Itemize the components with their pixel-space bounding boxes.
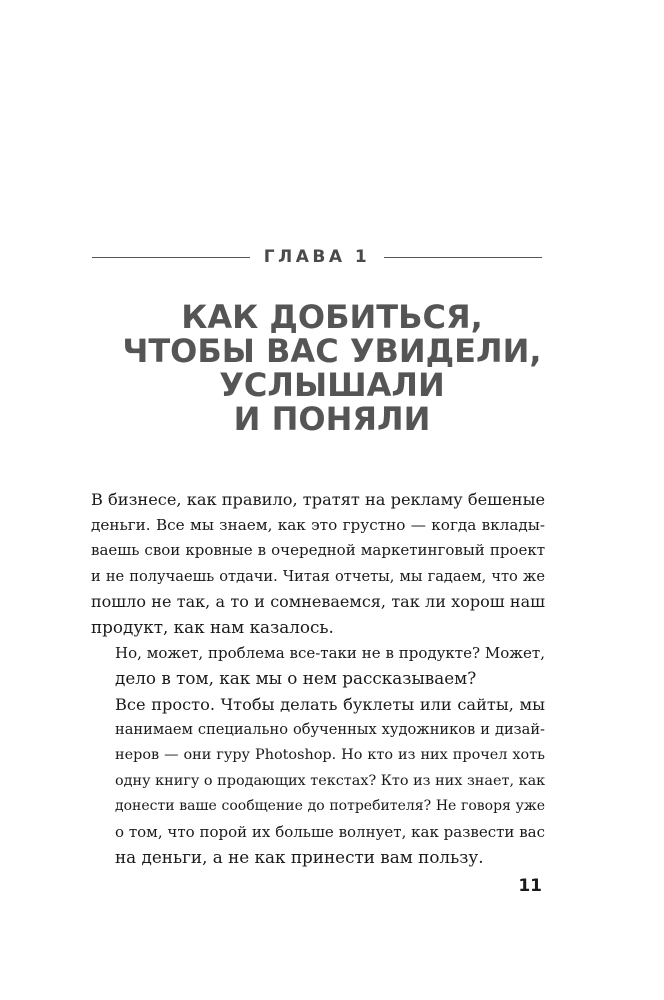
chapter-rule-left bbox=[92, 257, 250, 258]
text-line: деньги. Все мы знаем, как это грустно — когда вклады- bbox=[91, 515, 545, 534]
page-number: 11 bbox=[518, 876, 542, 896]
body-text bbox=[91, 487, 545, 871]
paragraph-1 bbox=[91, 487, 545, 641]
text-line: на деньги, а не как принести вам пользу. bbox=[115, 847, 484, 868]
text-line: Но, может, проблема все-таки не в продукте? Может, bbox=[115, 643, 545, 662]
text-line: и не получаешь отдачи. Читая отчеты, мы гадаем, что же bbox=[91, 567, 545, 585]
chapter-title-line: УСЛЫШАЛИ bbox=[219, 366, 445, 404]
text-line: ваешь свои кровные в очередной маркетинговый проект bbox=[91, 541, 545, 560]
text-line: дело в том, как мы о нем рассказываем? bbox=[115, 668, 477, 689]
paragraph-2 bbox=[91, 641, 545, 692]
text-line: нанимаем специально обученных художников и дизай- bbox=[115, 721, 545, 739]
text-line: о том, что порой их больше волнует, как развести вас bbox=[115, 822, 545, 841]
chapter-title-line: ЧТОБЫ ВАС УВИДЕЛИ, bbox=[122, 332, 542, 370]
text-line: продукт, как нам казалось. bbox=[91, 616, 334, 637]
text-line: Все просто. Чтобы делать буклеты или сайты, мы bbox=[115, 694, 545, 714]
text-line: донести ваше сообщение до потребителя? Не говоря уже bbox=[115, 798, 545, 815]
chapter-title-line: КАК ДОБИТЬСЯ, bbox=[181, 298, 483, 336]
text-line: В бизнесе, как правило, тратят на рекламу бешеные bbox=[91, 490, 546, 509]
text-line: одну книгу о продающих текстах? Кто из них знает, как bbox=[115, 772, 546, 789]
chapter-title bbox=[60, 300, 604, 436]
paragraph-3 bbox=[91, 692, 545, 871]
chapter-rule-right bbox=[384, 257, 542, 258]
text-line: неров — они гуру Photoshop. Но кто из них прочел хоть bbox=[115, 746, 545, 763]
chapter-title-line: И ПОНЯЛИ bbox=[233, 400, 431, 438]
chapter-header bbox=[92, 244, 542, 270]
chapter-label: ГЛАВА 1 bbox=[263, 247, 371, 267]
text-line: пошло не так, а то и сомневаемся, так ли хорош наш bbox=[91, 592, 545, 612]
